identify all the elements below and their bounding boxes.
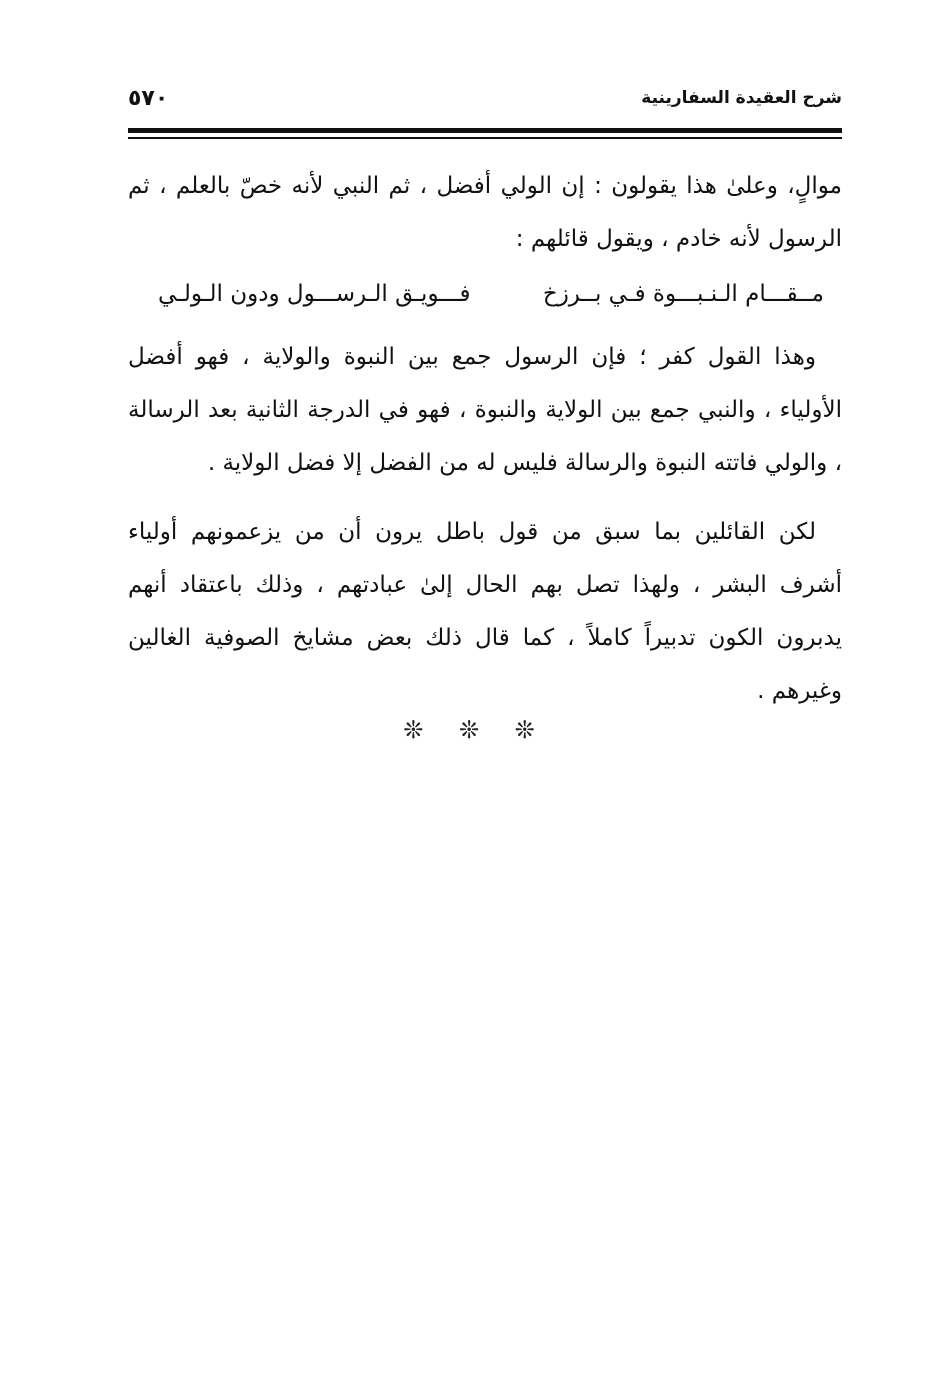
verse-first-hemistich: مــقـــام الـنـبـــوة فـي بــرزخ <box>542 281 824 307</box>
body-text <box>128 160 842 718</box>
paragraph-1: موالٍ، وعلىٰ هذا يقولون : إن الولي أفضل ، ثم النبي لأنه خصّ بالعلم ، ثم الرسول لأنه خادم ، ويقول قائلهم : <box>128 173 842 252</box>
verse-second-hemistich: فـــويـق الـرســـول ودون الـولـي <box>158 281 471 307</box>
header-title: شرح العقيدة السفارينية <box>641 88 842 108</box>
paragraph-2: وهذا القول كفر ؛ فإن الرسول جمع بين النبوة والولاية ، فهو أفضل الأولياء ، والنبي جمع بين الولاية والنبوة ، فهو في الدرجة الثانية بعد الرسالة ، والولي فاتته النبوة والرسالة فليس له من الفضل إلا فضل الولاية . <box>128 344 842 476</box>
paragraph-3: لكن القائلين بما سبق من قول باطل يرون أن من يزعمونهم أولياء أشرف البشر ، ولهذا تصل بهم الحال إلىٰ عبادتهم ، وذلك باعتقاد أنهم يدبرون الكون تدبيراً كاملاً ، كما قال ذلك بعض مشايخ الصوفية الغالين وغيرهم . <box>128 519 842 704</box>
header-rule-thin <box>128 137 842 139</box>
header-rule-thick <box>128 128 842 133</box>
page-number: ٥٧٠ <box>128 86 169 111</box>
section-end-ornament: ❊ ❊ ❊ <box>403 716 549 744</box>
poetry-verse <box>158 268 824 321</box>
running-header <box>128 88 842 128</box>
